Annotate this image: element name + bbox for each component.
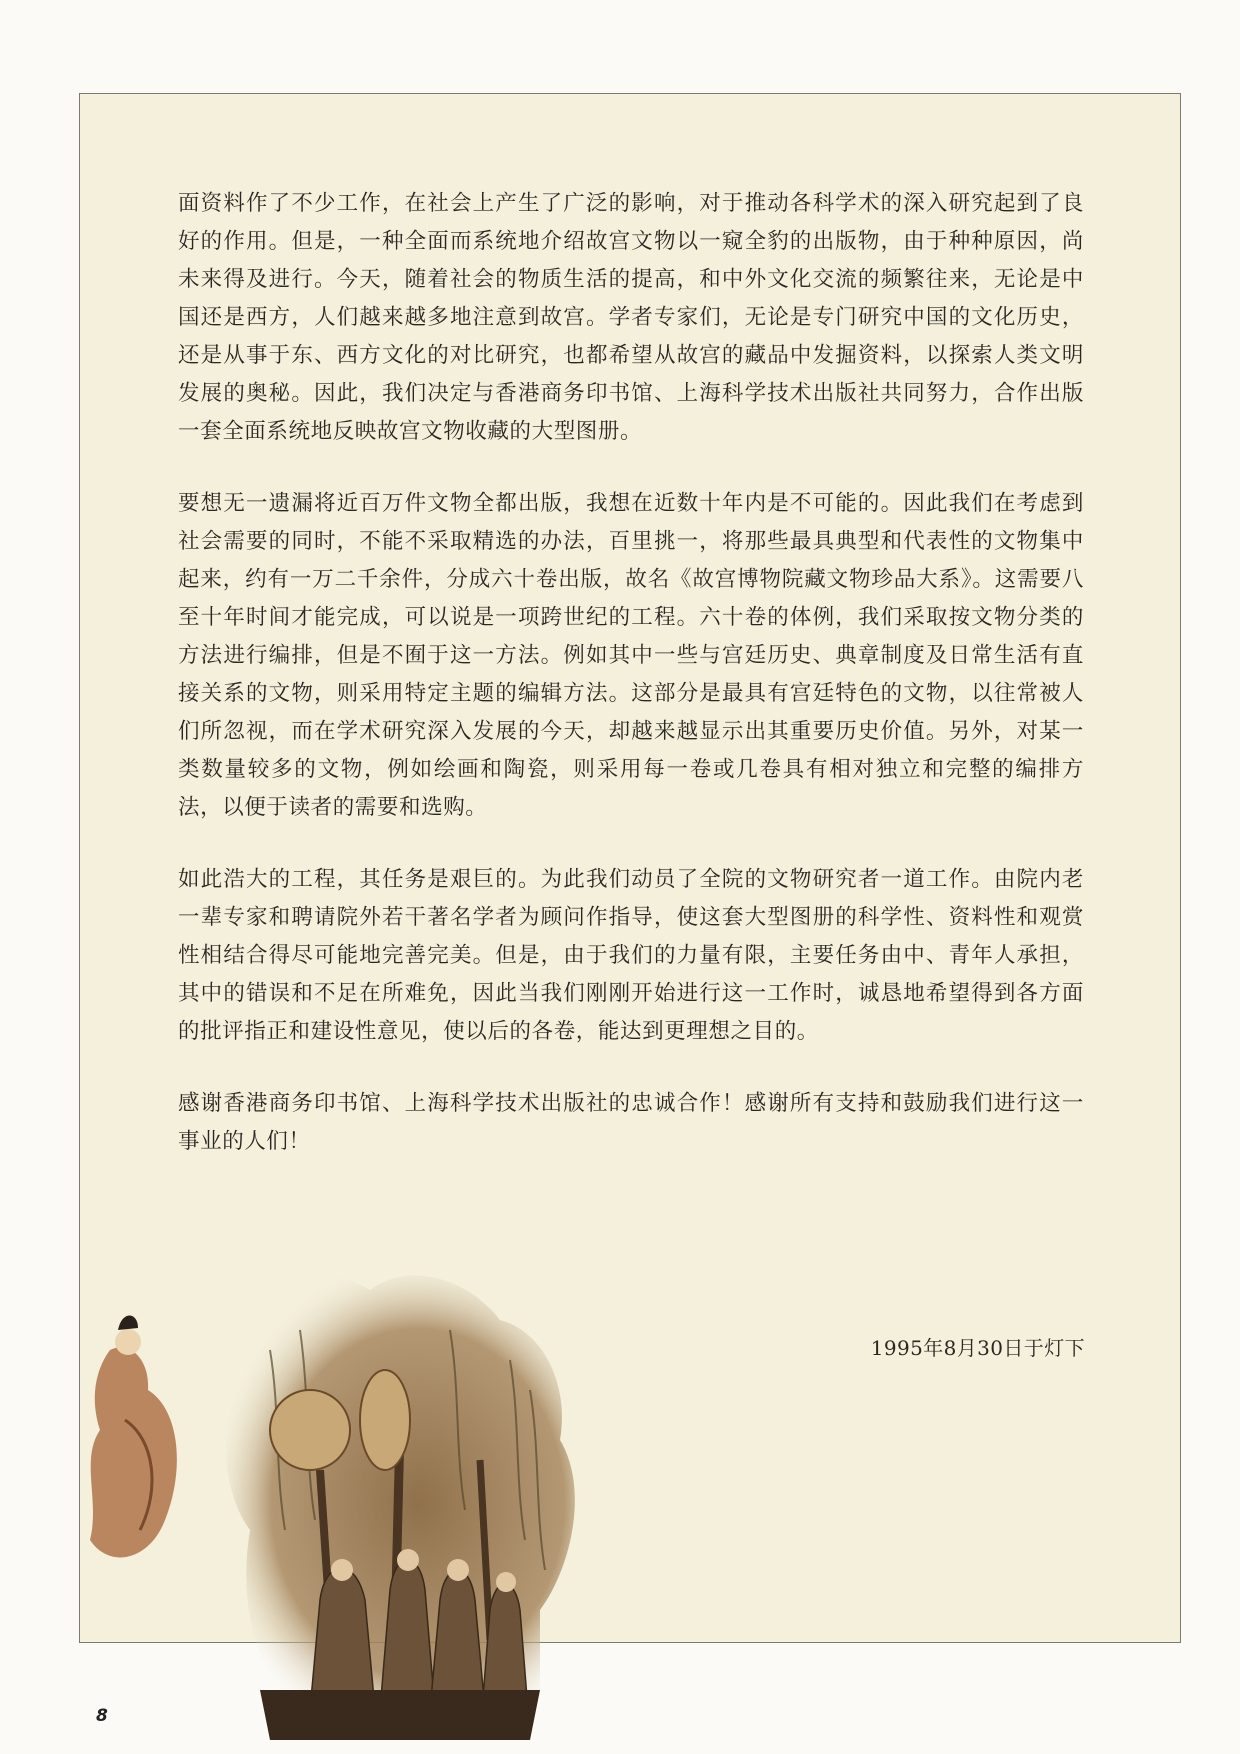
paragraph-1: 面资料作了不少工作，在社会上产生了广泛的影响，对于推动各科学术的深入研究起到了良好的作用。但是，一种全面而系统地介绍故宫文物以一窥全豹的出版物，由于种种原因，尚未来得及进行。今天，随着社会的物质生活的提高，和中外文化交流的频繁往来，无论是中国还是西方，人们越来越多地注意到故宫。学者专家们，无论是专门研究中国的文化历史，还是从事于东、西方文化的对比研究，也都希望从故宫的藏品中发掘资料，以探索人类文明发展的奥秘。因此，我们决定与香港商务印书馆、上海科学技术出版社共同努力，合作出版一套全面系统地反映故宫文物收藏的大型图册。: [178, 191, 1084, 444]
paragraph-2: 要想无一遗漏将近百万件文物全都出版，我想在近数十年内是不可能的。因此我们在考虑到社会需要的同时，不能不采取精选的办法，百里挑一，将那些最具典型和代表性的文物集中起来，约有一万二千余件，分成六十卷出版，故名《故宫博物院藏文物珍品大系》。这需要八至十年时间才能完成，可以说是一项跨世纪的工程。六十卷的体例，我们采取按文物分类的方法进行编排，但是不囿于这一方法。例如其中一些与宫廷历史、典章制度及日常生活有直接关系的文物，则采用特定主题的编辑方法。这部分是最具有宫廷特色的文物，以往常被人们所忽视，而在学术研究深入发展的今天，却越来越显示出其重要历史价值。另外，对某一类数量较多的文物，例如绘画和陶瓷，则采用每一卷或几卷具有相对独立和完整的编排方法，以便于读者的需要和选购。: [178, 491, 1084, 820]
page-number: 8: [96, 1706, 108, 1726]
painting-illustration: [70, 1270, 670, 1754]
body-text: [178, 185, 1084, 1161]
date-signature: 1995年8月30日于灯下: [870, 1336, 1085, 1360]
paragraph-4: 感谢香港商务印书馆、上海科学技术出版社的忠诚合作！感谢所有支持和鼓励我们进行这一事业的人们！: [178, 1091, 1084, 1154]
paragraph-3: 如此浩大的工程，其任务是艰巨的。为此我们动员了全院的文物研究者一道工作。由院内老一辈专家和聘请院外若干著名学者为顾问作指导，使这套大型图册的科学性、资料性和观赏性相结合得尽可能地完善完美。但是，由于我们的力量有限，主要任务由中、青年人承担，其中的错误和不足在所难免，因此当我们刚刚开始进行这一工作时，诚恳地希望得到各方面的批评指正和建设性意见，使以后的各卷，能达到更理想之目的。: [178, 867, 1084, 1044]
